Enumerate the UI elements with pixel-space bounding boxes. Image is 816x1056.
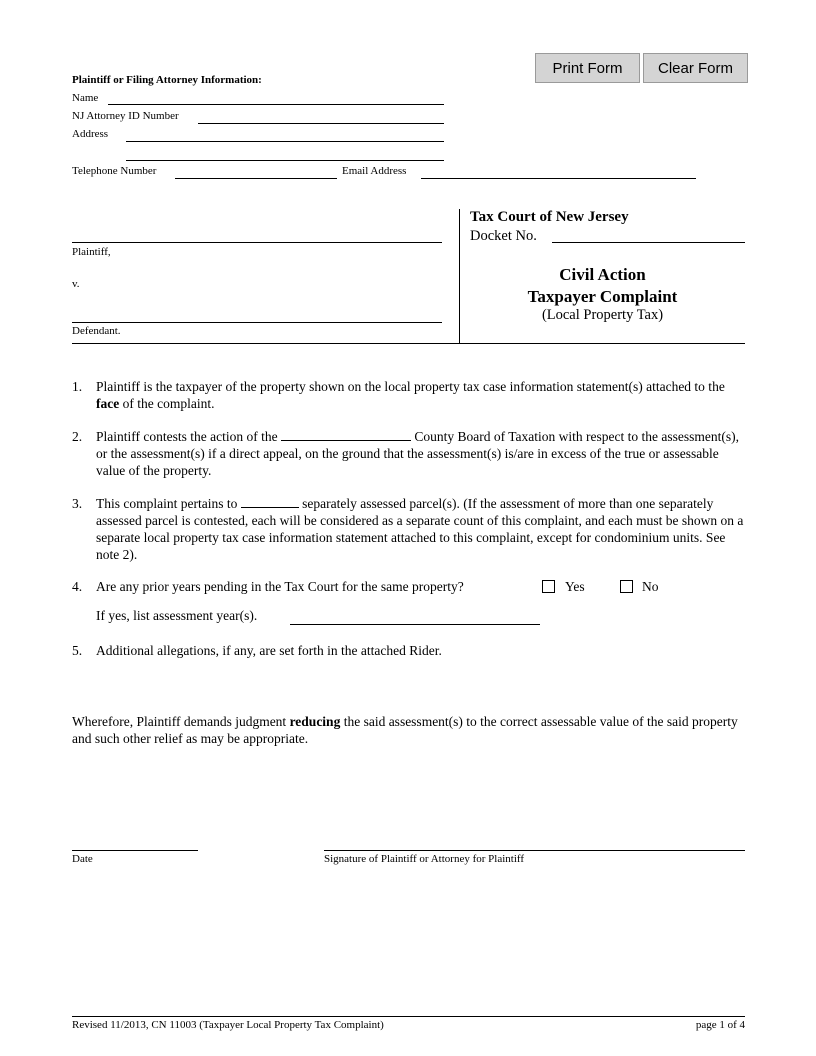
para4-question: Are any prior years pending in the Tax Court for the same property? bbox=[96, 579, 464, 594]
prior-years-no-checkbox[interactable] bbox=[620, 580, 633, 593]
para1-text: Plaintiff is the taxpayer of the property shown on the local property tax case information statement(s) attached to the face of the complaint. bbox=[96, 379, 725, 411]
attorney-id-label: NJ Attorney ID Number bbox=[72, 110, 179, 122]
date-label: Date bbox=[72, 853, 93, 865]
name-label: Name bbox=[72, 92, 99, 104]
plaintiff-label: Plaintiff, bbox=[72, 246, 111, 258]
parcel-count-field[interactable] bbox=[241, 495, 299, 508]
para2-text: Plaintiff contests the action of the County Board of Taxation with respect to the assessment(s), or the assessment(s) if a direct appeal, on the ground that the assessment(s) is/are in excess of the true or assessable value of the property. bbox=[96, 429, 739, 478]
email-field[interactable] bbox=[421, 178, 696, 179]
para4-number: 4. bbox=[72, 579, 83, 594]
telephone-label: Telephone Number bbox=[72, 165, 157, 177]
yes-label: Yes bbox=[565, 579, 585, 594]
attorney-info-heading: Plaintiff or Filing Attorney Information: bbox=[72, 74, 262, 86]
defendant-field[interactable] bbox=[72, 322, 442, 323]
clear-form-button[interactable]: Clear Form bbox=[643, 53, 748, 83]
form-title-taxpayer-complaint: Taxpayer Complaint bbox=[527, 287, 678, 306]
court-name: Tax Court of New Jersey bbox=[470, 209, 629, 225]
print-form-button[interactable]: Print Form bbox=[535, 53, 640, 83]
assessment-years-label: If yes, list assessment year(s). bbox=[96, 608, 258, 623]
footer-revision: Revised 11/2013, CN 11003 (Taxpayer Local Property Tax Complaint) bbox=[72, 1019, 384, 1031]
para3-number: 3. bbox=[72, 496, 83, 511]
address-field-line1[interactable] bbox=[126, 141, 444, 142]
wherefore-clause: Wherefore, Plaintiff demands judgment reducing the said assessment(s) to the correct assessable value of the said property and such other relief as may be appropriate. bbox=[72, 714, 738, 746]
para3-text: This complaint pertains to separately assessed parcel(s). (If the assessment of more than one separately assessed parcel is contested, each will be considered as a separate count of this complaint, and each must be shown on a separate local property tax case information statement attached to this complaint, except for condominium units. See note 2). bbox=[96, 496, 744, 562]
docket-number-field[interactable] bbox=[552, 242, 745, 243]
email-label: Email Address bbox=[342, 165, 407, 177]
para2-number: 2. bbox=[72, 429, 83, 444]
county-board-field[interactable] bbox=[281, 428, 411, 441]
docket-label: Docket No. bbox=[470, 228, 537, 244]
para1-number: 1. bbox=[72, 379, 83, 394]
signature-field[interactable] bbox=[324, 850, 745, 851]
address-field-line2[interactable] bbox=[126, 160, 444, 161]
versus-label: v. bbox=[72, 278, 80, 290]
telephone-field[interactable] bbox=[175, 178, 337, 179]
plaintiff-field[interactable] bbox=[72, 242, 442, 243]
assessment-years-field[interactable] bbox=[290, 624, 540, 625]
prior-years-yes-checkbox[interactable] bbox=[542, 580, 555, 593]
footer-rule bbox=[72, 1016, 745, 1017]
date-field[interactable] bbox=[72, 850, 198, 851]
caption-bottom-rule bbox=[72, 343, 745, 344]
address-label: Address bbox=[72, 128, 109, 140]
signature-label: Signature of Plaintiff or Attorney for Plaintiff bbox=[324, 853, 525, 865]
form-subtitle: (Local Property Tax) bbox=[541, 307, 664, 323]
name-field[interactable] bbox=[108, 104, 444, 105]
form-title-civil-action: Civil Action bbox=[559, 265, 646, 284]
defendant-label: Defendant. bbox=[72, 325, 121, 337]
attorney-id-field[interactable] bbox=[198, 123, 444, 124]
no-label: No bbox=[642, 579, 659, 594]
para5-text: Additional allegations, if any, are set forth in the attached Rider. bbox=[96, 643, 442, 658]
para5-number: 5. bbox=[72, 643, 83, 658]
page-number: page 1 of 4 bbox=[695, 1019, 745, 1031]
